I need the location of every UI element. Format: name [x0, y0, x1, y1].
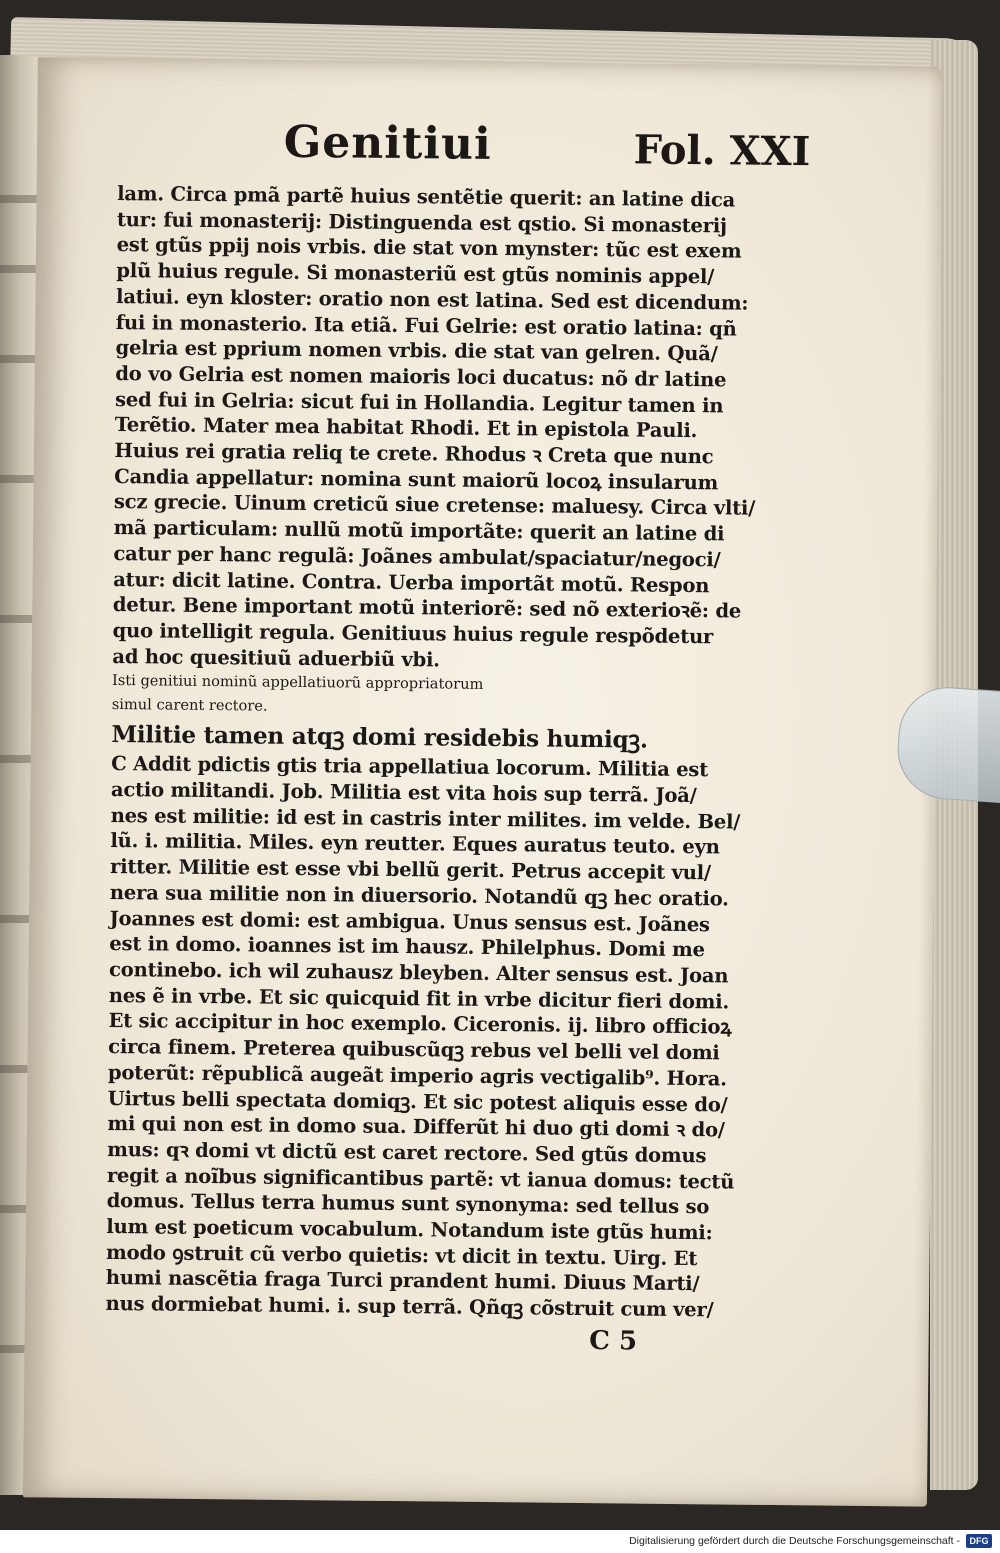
- text-line: latiui. eyn kloster: oratio non est latina. Sed est dicendum:: [115, 284, 749, 315]
- text-line: Uirtus belli spectata domiqꝫ. Et sic potest aliquis esse do/: [107, 1086, 728, 1116]
- text-line: sed fui in Gelria: sicut fui in Hollandia. Legitur tamen in: [114, 387, 724, 417]
- text-line: actio militandi. Job. Militia est vita hois sup terrã. Joã/: [110, 778, 697, 808]
- text-line: Huius rei gratia reliq te crete. Rhodus ꝛ Creta que nunc: [114, 439, 714, 469]
- text-line: gelria est pprium nomen vrbis. die stat van gelren. Quã/: [115, 336, 718, 366]
- text-line: nera sua militie non in diuersorio. Notandũ qꝫ hec oratio.: [109, 880, 729, 911]
- text-line: modo ꝯstruit cũ verbo quietis: vt dicit in textu. Uirg. Et: [105, 1240, 698, 1270]
- running-head: Genitiui: [283, 116, 493, 170]
- text-line: mã particulam: nullũ motũ importãte: querit an latine di: [113, 516, 725, 546]
- text-line: mus: qꝛ domi vt dictũ est caret rectore. Sed gtũs domus: [107, 1137, 707, 1168]
- text-line: plũ huius regule. Si monasteriũ est gtũs nominis appel/: [116, 259, 715, 289]
- lemma-verse: Militie tamen atqꝫ domi residebis humiqꝫ.: [111, 721, 648, 754]
- text-line: C Addit pdictis gtis tria appellatiua locorum. Militia est: [111, 752, 709, 782]
- text-line: fui in monasterio. Ita etiã. Fui Gelrie: est oratio latina: qñ: [115, 310, 737, 341]
- verse-line: Isti genitiui nominũ appellatiuorũ appropriatorum: [111, 672, 484, 694]
- folio-number: Fol. XXI: [633, 126, 811, 176]
- dfg-logo-icon: DFG: [966, 1534, 992, 1548]
- text-line: quo intelligit regula. Genitiuus huius regule respõdetur: [112, 618, 714, 649]
- text-line: Joannes est domi: est ambigua. Unus sensus est. Joãnes: [109, 906, 710, 936]
- main-paragraph: [112, 181, 817, 677]
- text-line: mi qui non est in domo sua. Differũt hi duo gti domi ꝛ do/: [107, 1112, 725, 1142]
- text-line: do vo Gelria est nomen maioris loci ducatus: nõ dr latine: [115, 361, 727, 392]
- text-line: nus dormiebat humi. i. sup terrã. Qñqꝫ cõstruit cum ver/: [105, 1292, 714, 1322]
- text-line: Terẽtio. Mater mea habitat Rhodi. Et in epistola Pauli.: [114, 413, 698, 443]
- page-header: [117, 115, 818, 188]
- signature-mark: C 5: [589, 1325, 638, 1357]
- funding-credit: Digitalisierung gefördert durch die Deutsche Forschungsgemeinschaft -: [629, 1535, 960, 1547]
- text-line: poterũt: rẽpublicã augeãt imperio agris vectigalib⁹. Hora.: [107, 1060, 727, 1091]
- text-line: est gtũs ppij nois vrbis. die stat von mynster: tũc est exem: [116, 233, 742, 263]
- text-line: continebo. ich wil zuhausz bleyben. Alter sensus est. Joan: [108, 957, 729, 988]
- text-line: catur per hanc regulã: Joãnes ambulat/spaciatur/negoci/: [113, 541, 721, 572]
- text-line: scz grecie. Uinum creticũ siue cretense: maluesy. Circa vlti/: [113, 490, 756, 521]
- text-line: Et sic accipitur in hoc exemplo. Ciceronis. ij. libro officioꝝ: [108, 1009, 732, 1039]
- text-line: domus. Tellus terra humus sunt synonyma: sed tellus so: [106, 1189, 710, 1219]
- text-line: atur: dicit latine. Contra. Uerba importãt motũ. Respon: [113, 567, 710, 597]
- text-line: lũ. i. militia. Miles. eyn reutter. Eques auratus teuto. eyn: [110, 829, 720, 859]
- page-text: [105, 115, 818, 1358]
- text-line: nes est militie: id est in castris inter milites. im velde. Bel/: [110, 803, 741, 834]
- footer-bar: [0, 1530, 1000, 1553]
- text-line: tur: fui monasterij: Distinguenda est qstio. Si monasterij: [116, 207, 727, 238]
- text-line: lum est poeticum vocabulum. Notandum iste gtũs humi:: [106, 1214, 713, 1245]
- verse-line: simul carent rectore.: [111, 696, 268, 715]
- text-line: humi nascẽtia fraga Turci prandent humi. Diuus Marti/: [105, 1266, 700, 1296]
- commentary-paragraph: [105, 751, 811, 1324]
- text-line: est in domo. ioannes ist im hausz. Philelphus. Domi me: [109, 932, 705, 962]
- text-line: ritter. Militie est esse vbi bellũ gerit. Petrus accepit vul/: [110, 855, 711, 885]
- text-line: regit a noĩbus significantibus partẽ: vt ianua domus: tectũ: [106, 1163, 735, 1194]
- text-line: nes ẽ in vrbe. Et sic quicquid fit in vrbe dicitur fieri domi.: [108, 983, 730, 1014]
- verse-rule: [112, 669, 812, 724]
- text-line: ad hoc quesitiuũ aduerbiũ vbi.: [112, 644, 440, 672]
- text-line: circa finem. Preterea quibuscũqꝫ rebus vel belli vel domi: [108, 1035, 720, 1065]
- text-line: lam. Circa pmã partẽ huius sentẽtie querit: an latine dica: [117, 181, 736, 212]
- text-line: Candia appellatur: nomina sunt maiorũ locoꝝ insularum: [114, 464, 719, 495]
- text-line: detur. Bene important motũ interiorẽ: sed nõ exterioꝛẽ: de: [112, 593, 742, 623]
